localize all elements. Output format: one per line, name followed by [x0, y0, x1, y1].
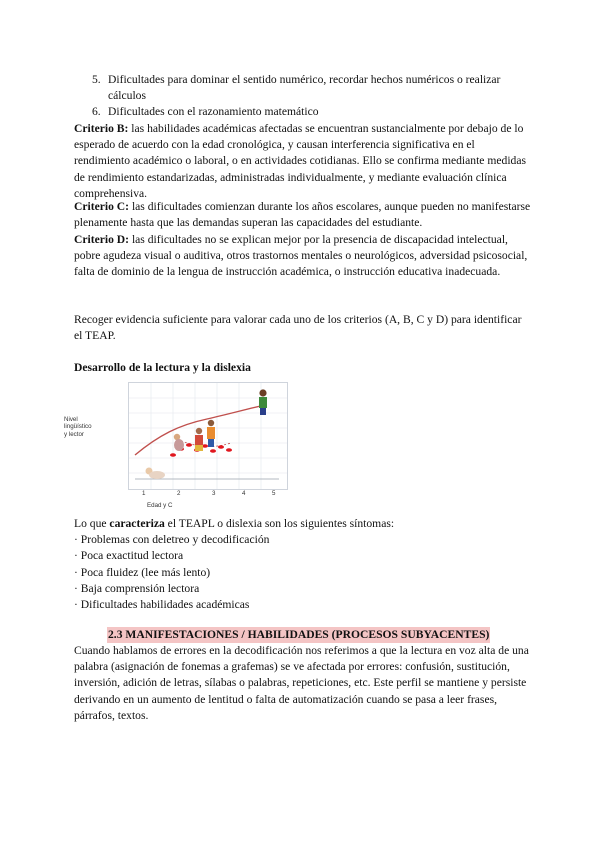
- list-number: 6.: [92, 105, 101, 119]
- symptoms-intro: [74, 516, 532, 532]
- figure-dot: [226, 448, 232, 452]
- figure-dot: [170, 453, 176, 457]
- criterion-d: [74, 232, 532, 281]
- reading-development-figure: [60, 376, 290, 516]
- symptoms-list: [74, 516, 532, 613]
- section-heading: Desarrollo de la lectura y la dislexia: [74, 361, 251, 374]
- evidence-paragraph: Recoger evidencia suficiente para valorar cada uno de los criterios (A, B, C y D) para identificar el TEAP.: [74, 313, 522, 343]
- criterion-d-text: las dificultades no se explican mejor por la presencia de discapacidad intelectual, pobre agudeza visual o auditiva, otros trastornos mentales o neurológicos, adversidad psicosocial, falta de dominio de la lengua de instrucción académica, o instrucción educativa inadecuada.: [74, 233, 528, 279]
- symptoms-intro-bold: caracteriza: [109, 517, 165, 530]
- list-number: 5.: [92, 73, 101, 86]
- symptom-item: · Baja comprensión lectora: [74, 581, 200, 595]
- child-figure-jumping: [195, 428, 203, 451]
- figure-ylabel-line: lingüístico: [64, 423, 92, 431]
- symptom-item: · Poca fluidez (lee más lento): [74, 565, 211, 579]
- list-item: [92, 104, 532, 120]
- criterion-b-text: las habilidades académicas afectadas se encuentran sustancialmente por debajo de lo esperado de acuerdo con la edad cronológica, y causan interferencia significativa en el rendimiento académico o laboral, o en actividades cotidianas. Ello se confirma mediante medidas de rendimiento estandarizadas, administradas individualmente, y mediante evaluación clínica comprehensiva.: [74, 122, 526, 200]
- figure-ylabel-line: Nivel: [64, 416, 78, 423]
- child-figure-standing: [207, 420, 215, 447]
- figure-dot: [210, 449, 216, 453]
- symptom-item: · Dificultades habilidades académicas: [74, 598, 250, 612]
- final-paragraph: Cuando hablamos de errores en la decodificación nos referimos a que la lectura en voz alta de una palabra (asignación de fonemas a grafemas) se ve afectada por errores: confusión, sustitución, inversión, adición de letras, sílabas o palabras, repeticiones, etc. Este perfil se mantiene y persiste derivando en un aumento de lentitud o falta de automatización cuando se pasa a leer frases, párrafos, textos.: [74, 644, 529, 722]
- list-text: Dificultades con el razonamiento matemático: [108, 105, 319, 119]
- criterion-b: [74, 121, 532, 202]
- section-title: 2.3 MANIFESTACIONES / HABILIDADES (PROCESOS SUBYACENTES): [107, 627, 490, 643]
- figure-illustration: [129, 383, 287, 489]
- figure-frame: [128, 382, 288, 490]
- figure-ylabel: [64, 416, 92, 438]
- figure-xlabel: Edad y C: [147, 502, 173, 509]
- figure-dot: [186, 443, 192, 447]
- symptom-item: · Poca exactitud lectora: [74, 549, 184, 563]
- child-figure-crawling: [146, 468, 166, 480]
- figure-tick: 4: [242, 490, 246, 497]
- list-item: [92, 72, 532, 104]
- figure-tick: 3: [212, 490, 216, 497]
- numbered-list: [92, 72, 532, 121]
- figure-tick: 5: [272, 490, 276, 497]
- criterion-c-text: las dificultades comienzan durante los años escolares, aunque pueden no manifestarse plenamente hasta que las demandas superan las capacidades del estudiante.: [74, 200, 531, 230]
- child-figure-sitting: [174, 434, 184, 451]
- symptoms-intro-pre: Lo que: [74, 517, 110, 530]
- child-figure-top: [259, 389, 267, 415]
- figure-ylabel-line: y lector: [64, 430, 84, 438]
- symptoms-intro-post: el TEAPL o dislexia son los siguientes síntomas:: [164, 517, 395, 530]
- criterion-b-label: Criterio B:: [74, 122, 129, 135]
- list-text: Dificultades para dominar el sentido numérico, recordar hechos numéricos o realizar cálculos: [108, 73, 501, 103]
- criterion-c-label: Criterio C:: [74, 200, 130, 213]
- figure-tick: 1: [142, 490, 146, 497]
- criterion-d-label: Criterio D:: [74, 233, 130, 246]
- figure-tick: 2: [177, 490, 181, 497]
- symptom-item: · Problemas con deletreo y decodificación: [74, 533, 270, 547]
- figure-dot: [218, 445, 224, 449]
- criterion-c: [74, 199, 532, 231]
